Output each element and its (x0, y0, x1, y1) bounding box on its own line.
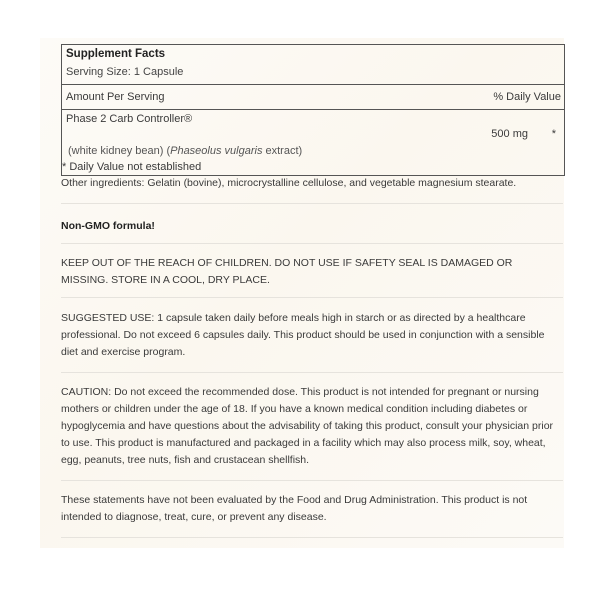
keep-out-warning: KEEP OUT OF THE REACH OF CHILDREN. DO NOT USE IF SAFETY SEAL IS DAMAGED OR MISSING. STORE IN A COOL, DRY PLACE. (61, 257, 513, 286)
fda-disclaimer: These statements have not been evaluated by the Food and Drug Administration. This product is not intended to diagnose, treat, cure, or prevent any disease. (61, 494, 528, 523)
caution-text: CAUTION: Do not exceed the recommended dose. This product is not intended for pregnant or nursing mothers or children under the age of 18. If you have a known medical condition including diabetes or hypoglycemia and have questions about the advisability of taking this product, consult your physician prior to use. This product is manufactured and packaged in a facility which may also process milk, soy, wheat, egg, peanuts, tree nuts, fish and crustacean shellfish. (61, 386, 554, 466)
ingredient-description (68, 145, 564, 157)
facts-title: Supplement Facts (66, 48, 166, 60)
section-divider (61, 203, 563, 204)
amount-per-serving-header: Amount Per Serving (66, 91, 165, 103)
ingredient-desc-suffix: extract) (262, 145, 303, 157)
suggested-use: SUGGESTED USE: 1 capsule taken daily before meals high in starch or as directed by a healthcare professional. Do not exceed 6 capsules daily. This product should be used in conjunction with a sensible diet and exercise program. (61, 312, 545, 358)
section-divider (61, 537, 563, 538)
section-divider (61, 297, 563, 298)
daily-value-header: % Daily Value (493, 91, 561, 103)
facts-divider (62, 84, 564, 85)
facts-footnote: * Daily Value not established (62, 161, 202, 173)
ingredient-desc-prefix: (white kidney bean) ( (68, 145, 171, 157)
ingredient-latin-name: Phaseolus vulgaris (170, 145, 263, 157)
facts-divider (62, 109, 564, 110)
section-divider (61, 243, 563, 244)
section-divider (61, 372, 563, 373)
non-gmo-note: Non-GMO formula! (61, 220, 155, 232)
ingredient-name: Phase 2 Carb Controller® (66, 113, 193, 125)
serving-size: Serving Size: 1 Capsule (66, 66, 184, 78)
ingredient-amount: 500 mg (491, 128, 528, 140)
section-divider (61, 480, 563, 481)
supplement-facts-table (61, 44, 565, 176)
ingredient-daily-value: * (551, 128, 556, 140)
other-ingredients: Other ingredients: Gelatin (bovine), microcrystalline cellulose, and vegetable magnesium stearate. (61, 177, 517, 189)
